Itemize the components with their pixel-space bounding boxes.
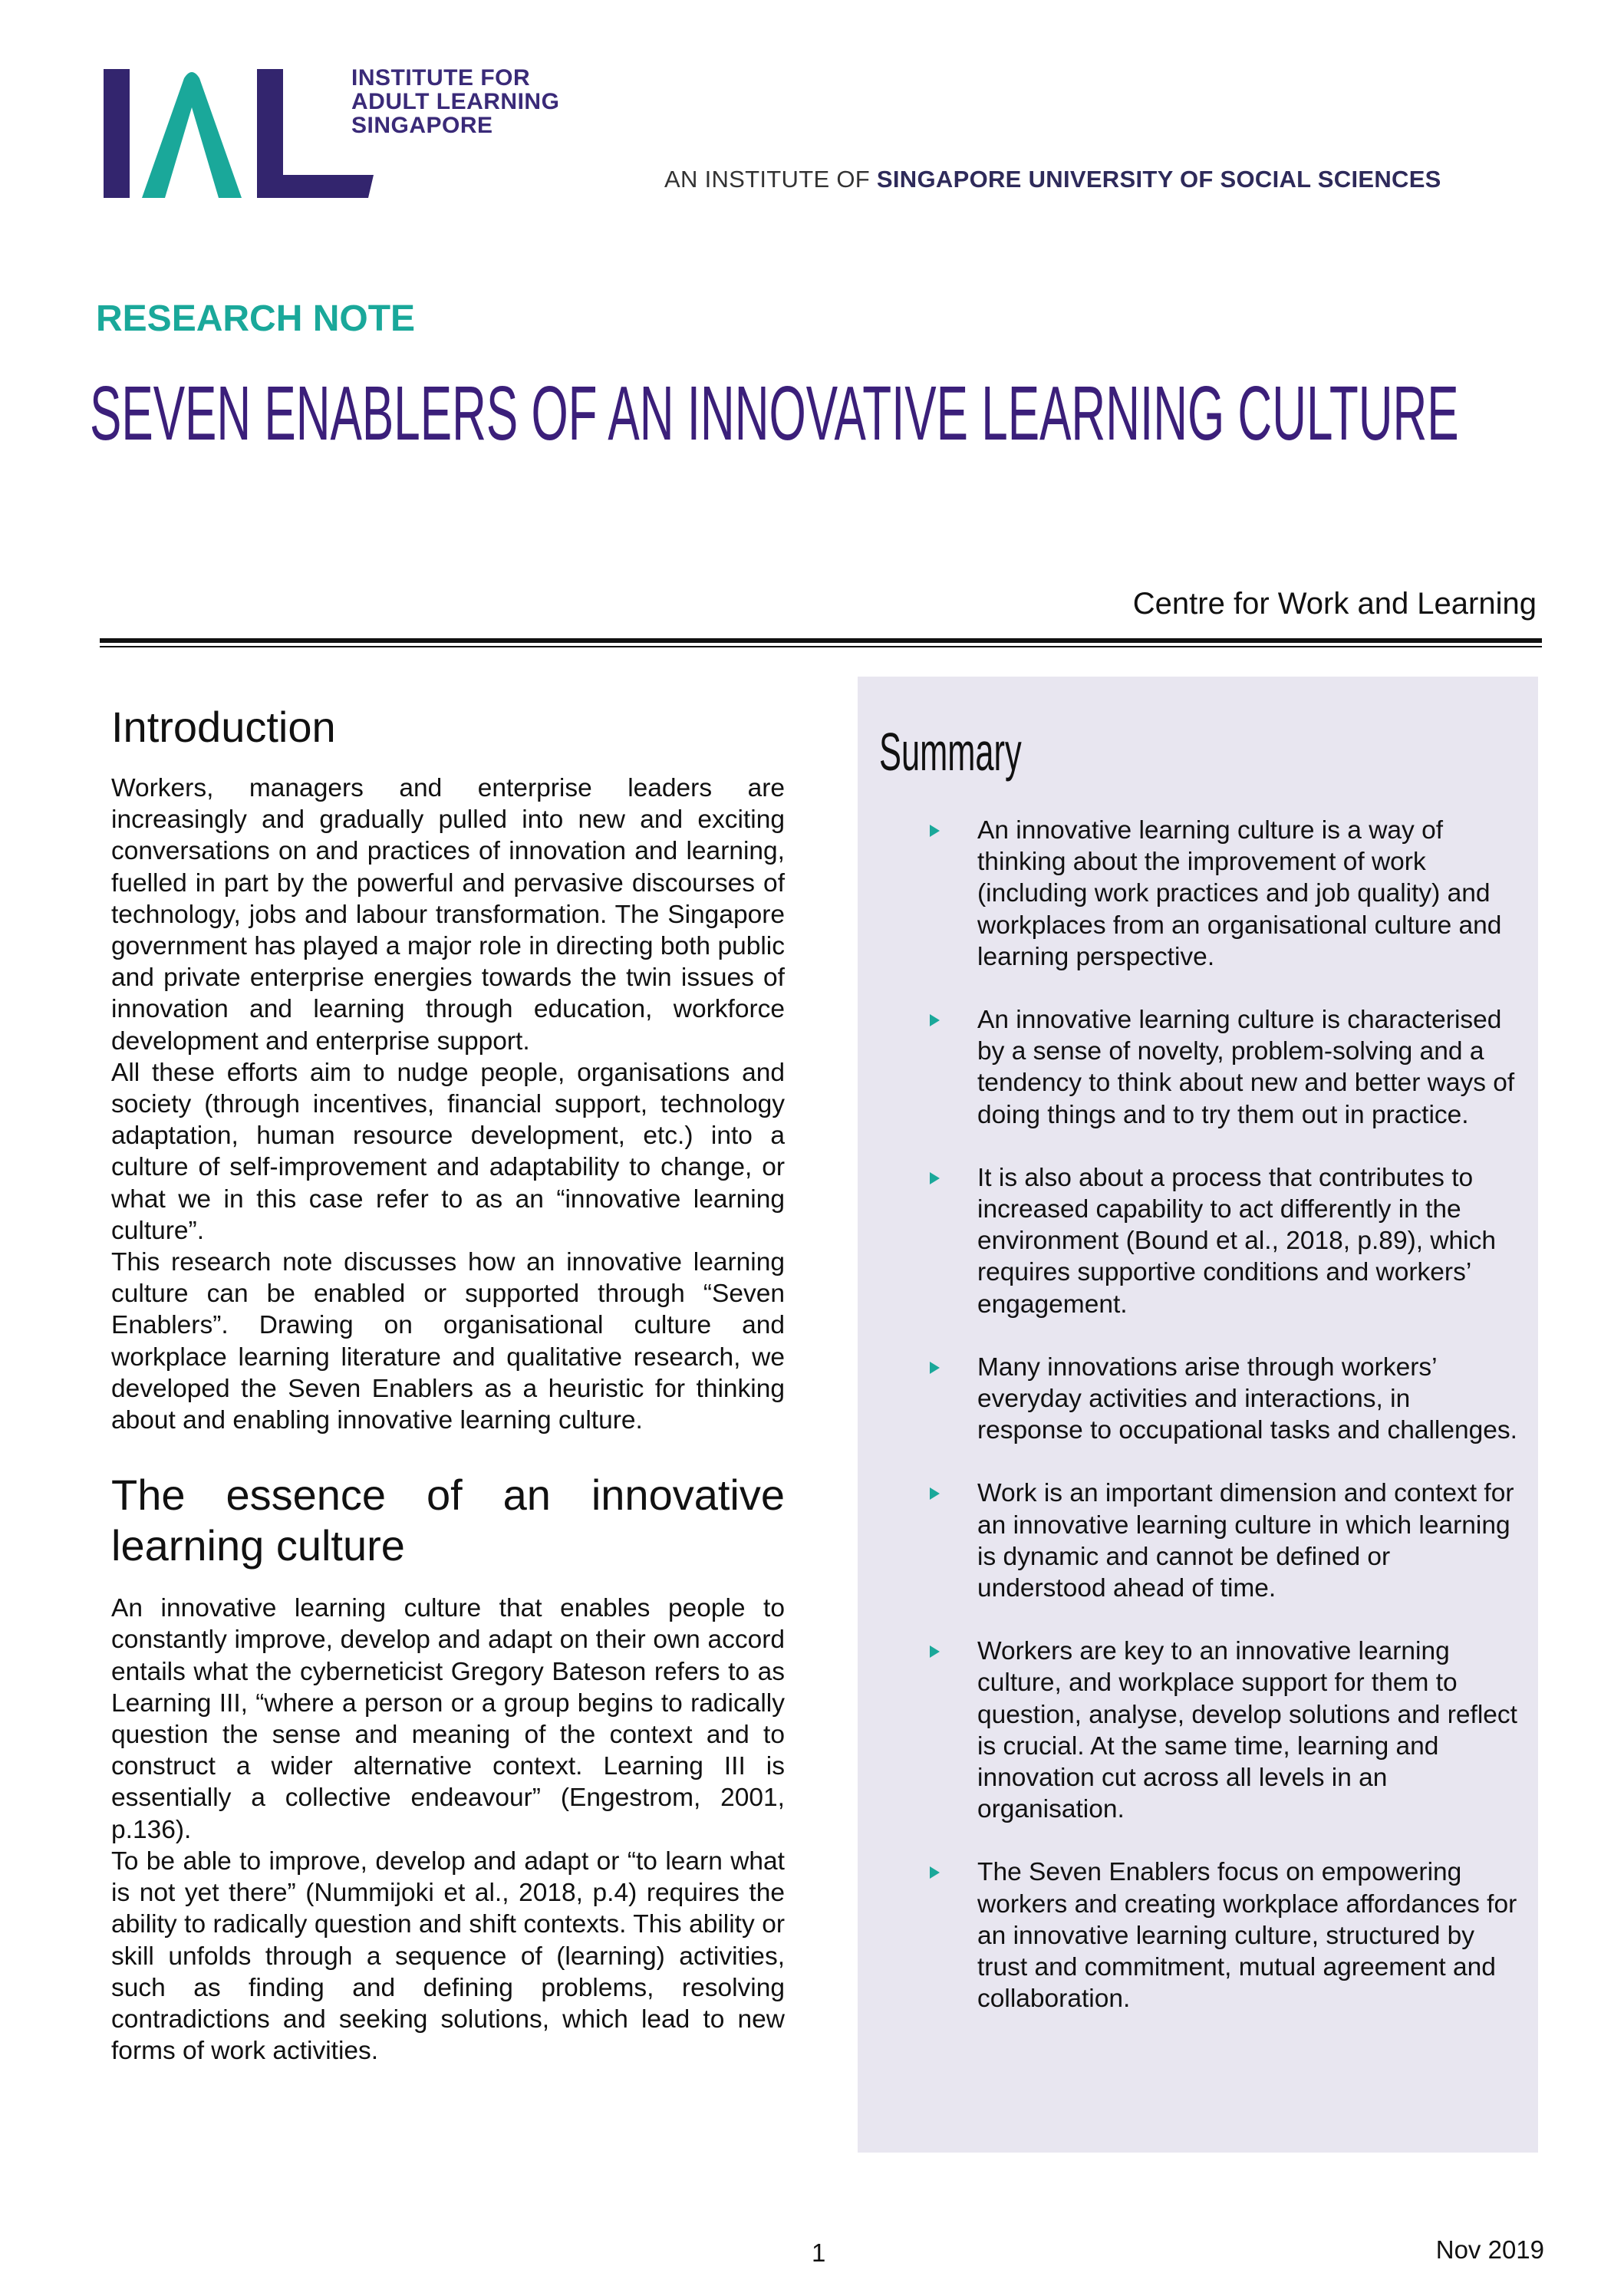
summary-item-text: It is also about a process that contributes to increased capability to act differently in the environment (Bound et al., 2018, p.89), which requires supportive conditions and workers’ engagement. xyxy=(977,1163,1496,1319)
triangle-bullet-icon xyxy=(930,1014,940,1026)
paragraph: To be able to improve, develop and adapt or “to learn what is not yet there” (Nummijoki et al., 2018, p.4) requires the ability to radically question and shift contexts. This ability or skill unfolds through a sequence of (learning) activities, such as finding and defining problems, resolving contradictions and seeking solutions, which lead to new forms of work activities. xyxy=(111,1846,785,2066)
summary-item xyxy=(858,1352,1538,1447)
footer-date: Nov 2019 xyxy=(1435,2235,1544,2264)
paragraph: All these efforts aim to nudge people, organisations and society (through incentives, financial support, technology adaptation, human resource development, etc.) into a culture of self-improvement and adaptability to change, or what we in this case refer to as an “innovative learning culture”. xyxy=(111,1058,785,1245)
summary-item-text: An innovative learning culture is a way of thinking about the improvement of work (including work practices and job quality) and workplaces from an organisational culture and learning perspective. xyxy=(977,816,1502,971)
summary-item xyxy=(858,1856,1538,2014)
logo-line: INSTITUTE FOR xyxy=(351,65,531,91)
divider xyxy=(100,646,1542,647)
summary-item-text: An innovative learning culture is characterised by a sense of novelty, problem-solving and a tendency to think about new and better ways of doing things and to try them out in practice. xyxy=(977,1006,1515,1129)
summary-item xyxy=(858,1004,1538,1131)
triangle-bullet-icon xyxy=(930,825,940,837)
triangle-bullet-icon xyxy=(930,1362,940,1374)
ial-logo xyxy=(104,69,380,198)
intro-heading: Introduction xyxy=(111,703,336,751)
affiliation xyxy=(664,166,1441,193)
centre-name: Centre for Work and Learning xyxy=(1132,587,1537,621)
logo-line: ADULT LEARNING xyxy=(351,89,560,114)
summary-item xyxy=(858,815,1538,973)
summary-item-text: The Seven Enablers focus on empowering workers and creating workplace affordances for an innovative learning culture, structured by trust and commitment, mutual agreement and collaboration. xyxy=(977,1858,1517,2014)
divider xyxy=(100,638,1542,643)
summary-box xyxy=(858,677,1538,2153)
summary-list xyxy=(858,815,1538,2047)
summary-item xyxy=(858,1162,1538,1320)
triangle-bullet-icon xyxy=(930,1487,940,1500)
triangle-bullet-icon xyxy=(930,1866,940,1879)
affiliation-prefix: AN INSTITUTE OF xyxy=(664,166,877,193)
summary-item xyxy=(858,1636,1538,1825)
page-title: SEVEN ENABLERS OF AN INNOVATIVE LEARNING CULTURE xyxy=(90,371,1459,456)
paragraph: Workers, managers and enterprise leaders are increasingly and gradually pulled into new and exciting conversations on and practices of innovation and learning, fuelled in part by the powerful and pervasive discourses of technology, jobs and labour transformation. The Singapore government has played a major role in directing both public and private enterprise energies towards the twin issues of innovation and learning through education, workforce development and enterprise support. xyxy=(111,774,785,1056)
summary-item xyxy=(858,1477,1538,1604)
essence-heading: The essence of an innovative learning culture xyxy=(111,1471,785,1570)
paragraph: An innovative learning culture that enables people to constantly improve, develop and adapt on their own accord entails what the cyberneticist Gregory Bateson refers to as Learning III, “where a person or a group begins to radically question the sense and meaning of the context and to construct a wider alternative context. Learning III is essentially a collective endeavour” (Engestrom, 2001, p.136). xyxy=(111,1594,785,1844)
left-column xyxy=(111,702,785,2067)
summary-item-text: Workers are key to an innovative learning culture, and workplace support for them to question, analyse, develop solutions and reflect is crucial. At the same time, learning and innovation cut across all levels in an organisation. xyxy=(977,1637,1517,1824)
logo-text xyxy=(351,66,559,137)
doc-label: RESEARCH NOTE xyxy=(96,298,416,339)
page-number: 1 xyxy=(812,2238,826,2267)
summary-item-text: Many innovations arise through workers’ everyday activities and interactions, in response to occupational tasks and challenges. xyxy=(977,1352,1517,1445)
triangle-bullet-icon xyxy=(930,1645,940,1658)
logo-line: SINGAPORE xyxy=(351,113,493,138)
affiliation-name: SINGAPORE UNIVERSITY OF SOCIAL SCIENCES xyxy=(876,166,1441,193)
paragraph: This research note discusses how an innovative learning culture can be enabled or supported through “Seven Enablers”. Drawing on organisational culture and workplace learning literature and qualitative research, we developed the Seven Enablers as a heuristic for thinking about and enabling innovative learning culture. xyxy=(111,1248,785,1435)
summary-item-text: Work is an important dimension and context for an innovative learning culture in which learning is dynamic and cannot be defined or understood ahead of time. xyxy=(977,1479,1514,1603)
summary-heading: Summary xyxy=(879,722,1022,782)
triangle-bullet-icon xyxy=(930,1172,940,1184)
